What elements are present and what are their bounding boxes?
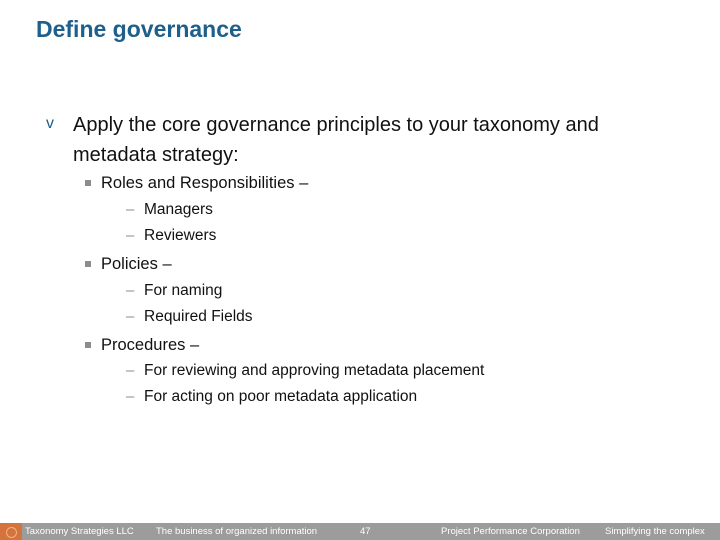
list-item: [126, 388, 686, 406]
list-item-text: Reviewers: [144, 227, 217, 244]
dash-bullet-icon: –: [126, 308, 135, 325]
footer-tagline-left: The business of organized information: [156, 526, 318, 537]
slide-title: Define governance: [36, 16, 242, 42]
footer-brand: Taxonomy Strategies LLC: [25, 526, 134, 537]
list-item-text: Required Fields: [144, 308, 253, 325]
section-label: Policies –: [101, 255, 172, 273]
dash-bullet-icon: –: [126, 282, 135, 299]
footer-tagline-right: Simplifying the complex: [605, 526, 705, 537]
main-bullet-text: Apply the core governance principles to your taxonomy and metadata strategy:: [73, 114, 599, 166]
diamond-bullet-icon: v: [46, 115, 54, 132]
dash-bullet-icon: –: [126, 227, 135, 244]
list-item-text: Managers: [144, 201, 213, 218]
company-logo-icon: [0, 523, 22, 540]
list-item: [126, 362, 686, 380]
square-bullet-icon: [85, 342, 91, 348]
list-item: [126, 308, 686, 326]
list-item-text: For naming: [144, 282, 223, 299]
square-bullet-icon: [85, 180, 91, 186]
section-roles: [85, 173, 645, 193]
list-item: [126, 282, 686, 300]
section-label: Roles and Responsibilities –: [101, 174, 309, 192]
main-bullet: [46, 110, 686, 170]
list-item-text: For reviewing and approving metadata placement: [144, 362, 485, 379]
dash-bullet-icon: –: [126, 201, 135, 218]
section-policies: [85, 254, 645, 274]
page-number: 47: [360, 526, 371, 537]
list-item-text: For acting on poor metadata application: [144, 388, 418, 405]
list-item: [126, 201, 686, 219]
square-bullet-icon: [85, 261, 91, 267]
section-procedures: [85, 335, 645, 355]
footer-company-right: Project Performance Corporation: [441, 526, 580, 537]
dash-bullet-icon: –: [126, 362, 135, 379]
footer-bar: [0, 523, 720, 540]
dash-bullet-icon: –: [126, 388, 135, 405]
section-label: Procedures –: [101, 336, 200, 354]
list-item: [126, 227, 686, 245]
